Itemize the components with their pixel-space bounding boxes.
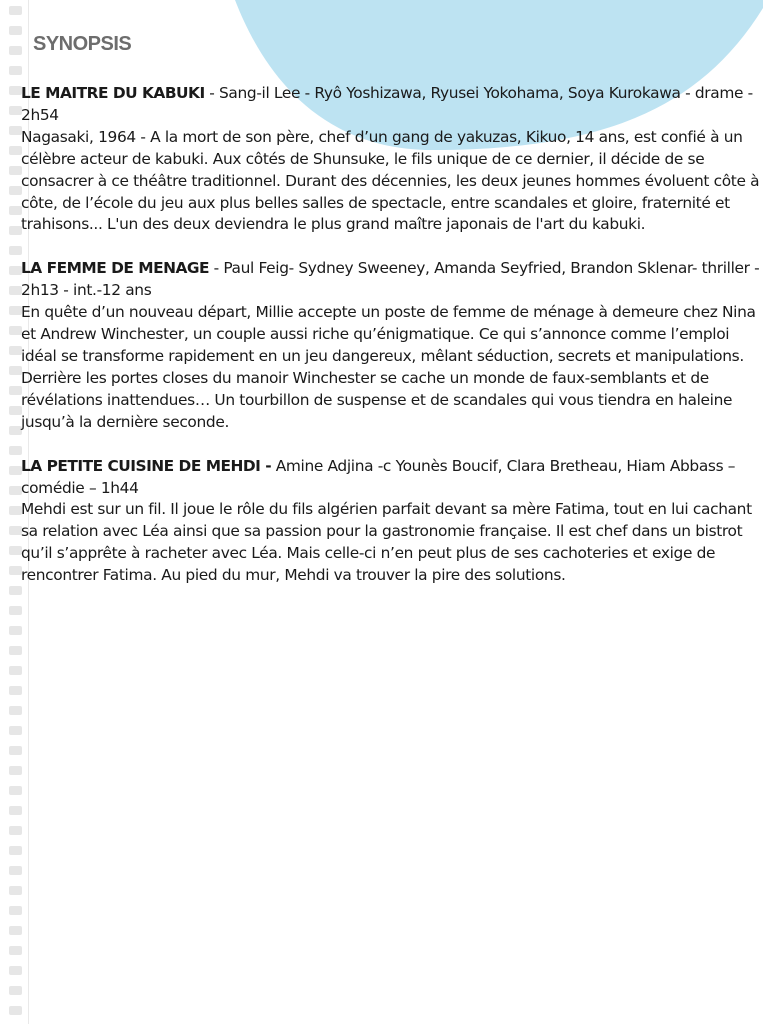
film-perforation: [9, 966, 22, 975]
film-perforation: [9, 626, 22, 635]
page-title: SYNOPSIS: [33, 33, 132, 55]
film-synopsis: En quête d’un nouveau départ, Millie accepte un poste de femme de ménage à demeure chez Nina et Andrew Winchester, un couple aussi riche qu’énigmatique. Ce qui s’annonce comme l’emploi idéal se transforme rapidement en un jeu dangereux, mêlant séduction, secrets et manipulations. Derrière les portes closes du manoir Winchester se cache un monde de faux-semblants et de révélations inattendues… Un tourbillon de suspense et de scandales qui vous tiendra en haleine jusqu’à la dernière seconde.: [21, 303, 756, 431]
film-perforation: [9, 886, 22, 895]
film-perforation: [9, 706, 22, 715]
film-heading: [21, 83, 763, 127]
film-perforation: [9, 846, 22, 855]
film-perforation: [9, 666, 22, 675]
film-perforation: [9, 686, 22, 695]
synopsis-content: [21, 83, 763, 609]
film-synopsis: Nagasaki, 1964 - A la mort de son père, chef d’un gang de yakuzas, Kikuo, 14 ans, est confié à un célèbre acteur de kabuki. Aux côtés de Shunsuke, le fils unique de ce dernier, il décide de se consacrer à ce théâtre traditionnel. Durant des décennies, les deux jeunes hommes évoluent côte à côte, de l’école du jeu aux plus belles salles de spectacle, entre scandales et gloire, fraternité et trahisons... L'un des deux deviendra le plus grand maître japonais de l'art du kabuki.: [21, 127, 760, 234]
film-details: Amine Adjina -c Younès Boucif, Clara Bretheau, Hiam Abbass – comédie – 1h44: [21, 456, 736, 497]
film-perforation: [9, 926, 22, 935]
film-perforation: [9, 906, 22, 915]
film-perforation: [9, 766, 22, 775]
film-perforation: [9, 646, 22, 655]
film-details: - Paul Feig- Sydney Sweeney, Amanda Seyfried, Brandon Sklenar- thriller - 2h13 - int.-12 ans: [21, 259, 760, 300]
film-perforation: [9, 726, 22, 735]
film-perforation: [9, 66, 22, 75]
film-perforation: [9, 826, 22, 835]
film-entry: [21, 258, 763, 433]
film-synopsis: Mehdi est sur un fil. Il joue le rôle du fils algérien parfait devant sa mère Fatima, tout en lui cachant sa relation avec Léa ainsi que sa passion pour la gastronomie française. Il est chef dans un bistrot qu’il s’apprête à racheter avec Léa. Mais celle-ci n’en peut plus de ses cachoteries et exige de rencontrer Fatima. Au pied du mur, Mehdi va trouver la pire des solutions.: [21, 500, 752, 585]
film-perforation: [9, 6, 22, 15]
film-title: LA FEMME DE MENAGE: [21, 259, 210, 278]
film-heading: [21, 258, 763, 302]
film-perforation: [9, 746, 22, 755]
film-perforation: [9, 46, 22, 55]
film-heading: [21, 456, 763, 500]
film-perforation: [9, 986, 22, 995]
film-entry: [21, 83, 763, 236]
film-perforation: [9, 786, 22, 795]
film-perforation: [9, 866, 22, 875]
film-perforation: [9, 1006, 22, 1015]
film-perforation: [9, 946, 22, 955]
film-details: - Sang-il Lee - Ryô Yoshizawa, Ryusei Yokohama, Soya Kurokawa - drame - 2h54: [21, 84, 753, 124]
film-perforation: [9, 26, 22, 35]
film-title: LA PETITE CUISINE DE MEHDI -: [21, 456, 272, 475]
film-perforation: [9, 806, 22, 815]
film-title: LE MAITRE DU KABUKI: [21, 84, 205, 102]
film-entry: [21, 456, 763, 587]
